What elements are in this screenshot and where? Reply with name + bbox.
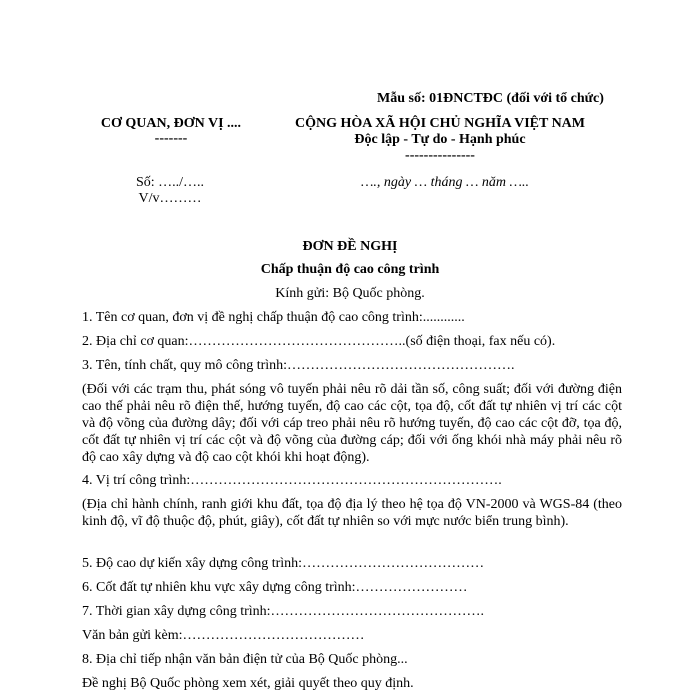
item-5-height: 5. Độ cao dự kiến xây dựng công trình:………………………………… <box>82 556 485 571</box>
place-and-date: …., ngày … tháng … năm ….. <box>360 175 529 190</box>
item-3-project-info: 3. Tên, tính chất, quy mô công trình:…………………………………………. <box>82 358 515 373</box>
item-8-electronic-address: 8. Địa chỉ tiếp nhận văn bản điện tử của Bộ Quốc phòng... <box>82 652 408 667</box>
recipient: Kính gửi: Bộ Quốc phòng. <box>275 286 425 301</box>
document-number: Số: …../….. <box>135 175 205 190</box>
form-code: Mẫu số: 01ĐNCTĐC (đối với tổ chức) <box>377 91 604 106</box>
agency-rule: ------- <box>154 131 188 146</box>
item-4-note: (Địa chỉ hành chính, ranh giới khu đất, tọa độ địa lý theo hệ tọa độ VN-2000 và WGS-84 (theo kinh độ, vĩ độ thuộc độ, phút, giây), cốt đất tự nhiên so với mực nước biển trung bình). <box>82 497 622 529</box>
item-2-agency-address: 2. Địa chỉ cơ quan:………………………………………..(số điện thoại, fax nếu có). <box>82 334 556 349</box>
agency-name: CƠ QUAN, ĐƠN VỊ .... <box>100 116 242 131</box>
item-4-location: 4. Vị trí công trình:…………………………………………………………. <box>82 473 502 488</box>
motto-rule: --------------- <box>405 148 475 163</box>
document-subtitle: Chấp thuận độ cao công trình <box>260 262 440 277</box>
attachments: Văn bản gửi kèm:………………………………… <box>82 628 365 643</box>
motto: Độc lập - Tự do - Hạnh phúc <box>354 132 526 147</box>
item-6-ground-level: 6. Cốt đất tự nhiên khu vực xây dựng công trình:…………………… <box>82 580 468 595</box>
closing-request: Đề nghị Bộ Quốc phòng xem xét, giải quyết theo quy định. <box>82 676 414 691</box>
nation-title: CỘNG HÒA XÃ HỘI CHỦ NGHĨA VIỆT NAM <box>294 116 585 131</box>
item-1-agency-name: 1. Tên cơ quan, đơn vị đề nghị chấp thuận độ cao công trình:............ <box>82 310 465 325</box>
document-title: ĐƠN ĐỀ NGHỊ <box>302 239 398 254</box>
item-3-note: (Đối với các trạm thu, phát sóng vô tuyến phải nêu rõ dải tần số, công suất; đối với đường điện cao thế phải nêu rõ điện thế, hướng tuyến, độ cao các cột, tọa độ, cốt đất tự nhiên vị trí các cột và độ võng của đường dây; đối với cáp treo phải nêu rõ hướng tuyến, độ cao các cột đỡ, tọa độ, cốt đất tự nhiên vị trí các cột và độ võng của đường cáp; đối với ống khói nhà máy phải nêu rõ độ cao xây dựng và độ cao cột khói khi hoạt động). <box>82 382 622 465</box>
item-7-construction-time: 7. Thời gian xây dựng công trình:………………………………………. <box>82 604 485 619</box>
subject-reference: V/v……… <box>138 191 202 206</box>
